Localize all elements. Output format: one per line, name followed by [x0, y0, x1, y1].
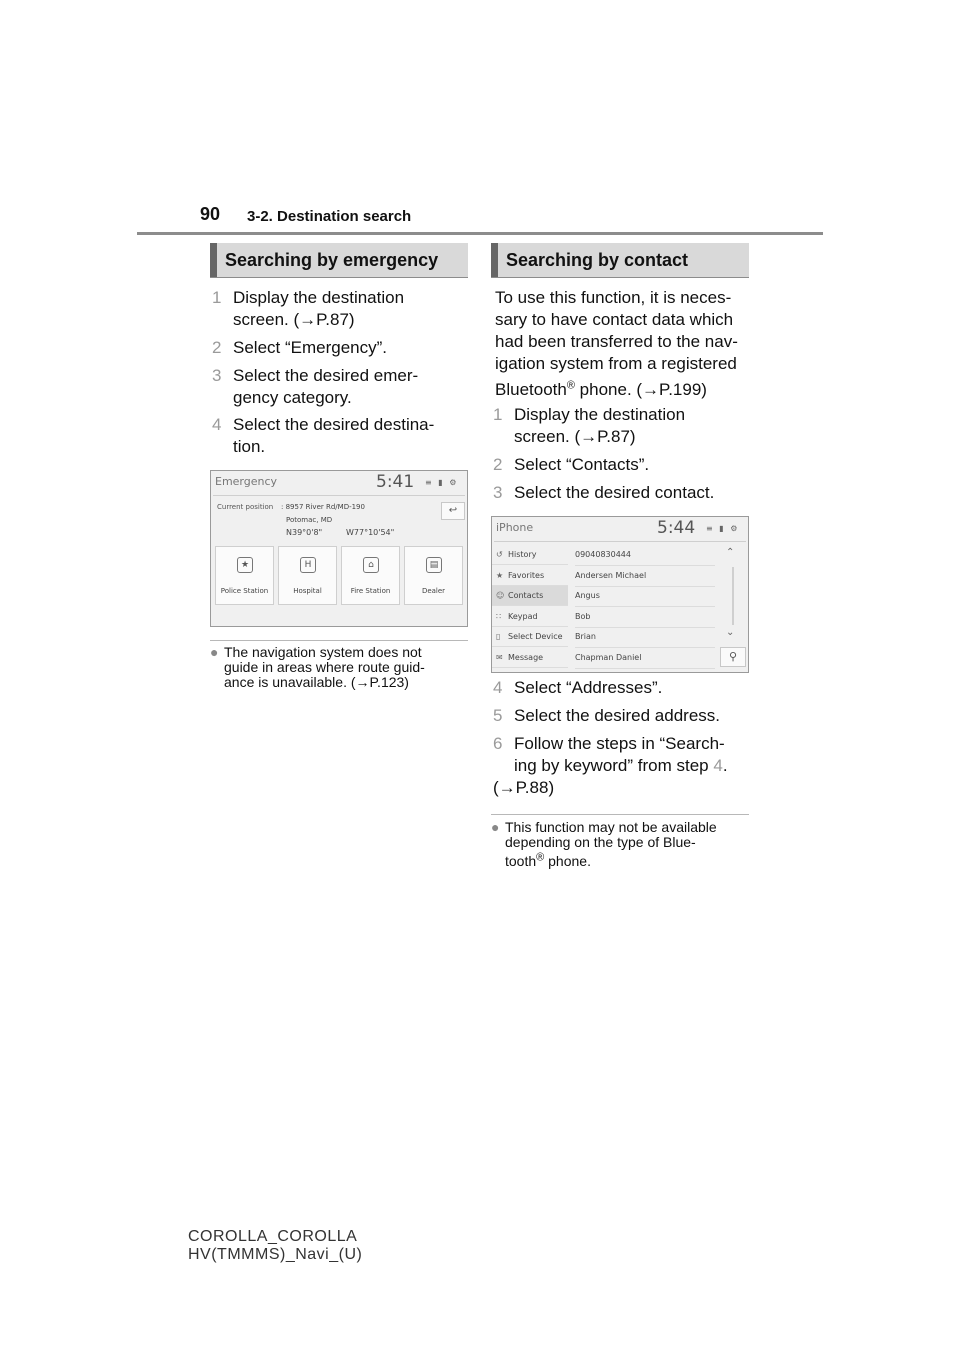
- footer-line: COROLLA_COROLLA: [188, 1228, 358, 1245]
- bullet-icon: ●: [210, 644, 219, 660]
- title-divider: [494, 541, 746, 542]
- section-heading-emergency: Searching by emergency: [210, 243, 468, 277]
- registered-mark: ®: [566, 379, 575, 392]
- contact-row[interactable]: Brian: [575, 627, 715, 648]
- step-item: [212, 287, 468, 331]
- step-item: [493, 705, 749, 727]
- step-item: [212, 365, 468, 409]
- step-number: 5: [493, 706, 503, 725]
- step-item: [493, 482, 749, 504]
- sidebar-item-contacts[interactable]: [492, 586, 568, 606]
- sidebar-item-keypad[interactable]: [492, 607, 568, 627]
- note-text: [505, 820, 717, 869]
- intro-line: [495, 379, 757, 401]
- step-item: [493, 404, 749, 448]
- sidebar-item-message[interactable]: [492, 648, 568, 668]
- note-line: [505, 851, 717, 869]
- step-text-line: tion.: [233, 437, 266, 456]
- note-line: depending on the type of Blue-: [505, 834, 696, 850]
- intro-paragraph: [495, 287, 757, 401]
- position-label: Current position: [217, 503, 274, 511]
- star-icon: ★: [496, 571, 504, 580]
- sidebar-item-label: Message: [508, 653, 544, 662]
- section-title: 3-2. Destination search: [247, 208, 412, 225]
- note: [210, 645, 468, 693]
- step-text: [233, 287, 404, 331]
- note-divider: [210, 640, 468, 641]
- note-line: guide in areas where route guid-: [224, 659, 425, 675]
- step-number: 1: [212, 288, 222, 307]
- category-dealer[interactable]: [404, 546, 463, 605]
- step-text-line: screen. (→P.87): [514, 427, 636, 446]
- address-line: Potomac, MD: [286, 516, 333, 524]
- contact-row[interactable]: Angus: [575, 586, 715, 607]
- step-reference: 4: [713, 756, 723, 775]
- contact-row[interactable]: Andersen Michael: [575, 566, 715, 587]
- intro-text: Bluetooth: [495, 380, 567, 399]
- category-label: Police Station: [220, 587, 269, 595]
- status-icons: ≡ ▮ ⚙: [425, 478, 459, 487]
- note-line: This function may not be available: [505, 819, 717, 835]
- header-divider: [137, 232, 823, 235]
- step-text: Select “Emergency”.: [233, 338, 387, 357]
- longitude: W77°10'54": [346, 528, 395, 537]
- step-item: [212, 414, 468, 458]
- message-icon: ✉: [496, 653, 503, 662]
- section-heading-contact: Searching by contact: [491, 243, 749, 277]
- contact-row[interactable]: Bob: [575, 607, 715, 628]
- step-number: 6: [493, 734, 503, 753]
- step-text: Select the desired address.: [514, 706, 721, 725]
- emergency-screen: [210, 470, 468, 627]
- step-number: 2: [212, 338, 222, 357]
- note-divider: [491, 814, 749, 815]
- step-text: [514, 733, 728, 777]
- step-text-part: .: [722, 756, 728, 775]
- footer-line: HV(TMMMS)_Navi_(U): [188, 1246, 363, 1263]
- police-station-icon: ★: [237, 557, 253, 573]
- step-item: [493, 454, 749, 476]
- clock: 5:41: [376, 472, 415, 492]
- registered-mark: ®: [536, 851, 545, 864]
- step-text: Select “Addresses”.: [514, 678, 663, 697]
- step-item: [212, 337, 468, 359]
- person-icon: ☺: [496, 591, 505, 600]
- heading-underline: [491, 277, 749, 278]
- intro-line: sary to have contact data which: [495, 310, 734, 329]
- note-line: ance is unavailable. (→P.123): [224, 674, 409, 690]
- sidebar-item-label: Keypad: [508, 612, 538, 621]
- address-line: : 8957 River Rd/MD-190: [281, 503, 365, 511]
- contact-row[interactable]: 09040830444: [575, 545, 715, 566]
- step-number: 3: [212, 366, 222, 385]
- sidebar-item-label: History: [508, 550, 537, 559]
- category-fire-station[interactable]: [341, 546, 400, 605]
- keypad-icon: ∷: [496, 612, 502, 621]
- footer-doc-id: [188, 1228, 362, 1264]
- screen-title: Emergency: [215, 475, 278, 488]
- note: [491, 820, 753, 876]
- step-text: [233, 365, 418, 409]
- step-number: 4: [493, 678, 503, 697]
- page-reference: (→P.88): [493, 778, 555, 797]
- heading-underline: [210, 277, 468, 278]
- category-police-station[interactable]: [215, 546, 274, 605]
- hospital-icon: H: [300, 557, 316, 573]
- sidebar-item-favorites[interactable]: [492, 566, 568, 586]
- bullet-icon: ●: [491, 819, 500, 835]
- step-number: 4: [212, 415, 222, 434]
- title-divider: [213, 495, 465, 496]
- step-number: 2: [493, 455, 503, 474]
- step-text-line: gency category.: [233, 388, 352, 407]
- scrollbar[interactable]: [732, 567, 734, 625]
- step-number: 1: [493, 405, 503, 424]
- category-hospital[interactable]: [278, 546, 337, 605]
- sidebar-item-label: Select Device: [508, 632, 563, 641]
- category-label: Dealer: [421, 587, 446, 595]
- step-text: Select the desired contact.: [514, 483, 715, 502]
- back-button[interactable]: [441, 502, 465, 520]
- step-text-line: Select the desired destina-: [233, 415, 435, 434]
- phone-icon: ▯: [496, 632, 501, 641]
- page-number: 90: [200, 204, 221, 224]
- fire-station-icon: ⌂: [363, 557, 379, 573]
- step-text-line: Display the destination: [233, 288, 405, 307]
- step-text: [514, 404, 685, 448]
- sidebar-item-history[interactable]: [492, 545, 568, 565]
- status-icons: ≡ ▮ ⚙: [706, 524, 740, 533]
- step-text-line: [514, 755, 728, 777]
- scroll-up-icon[interactable]: ⌃: [726, 547, 735, 558]
- note-line: The navigation system does not: [224, 644, 422, 660]
- intro-line: To use this function, it is neces-: [495, 288, 732, 307]
- step-number: 3: [493, 483, 503, 502]
- step-text: Select “Contacts”.: [514, 455, 650, 474]
- search-icon: ⚲: [728, 650, 738, 663]
- dealer-icon: ▤: [426, 557, 442, 573]
- note-text: [224, 645, 425, 690]
- sidebar-item-select-device[interactable]: [492, 627, 568, 647]
- screen-title: iPhone: [496, 521, 534, 534]
- step-text-line: screen. (→P.87): [233, 310, 355, 329]
- category-label: Fire Station: [350, 587, 391, 595]
- note-text-part: phone.: [544, 853, 591, 869]
- category-label: Hospital: [293, 587, 322, 595]
- step-item: [493, 677, 749, 699]
- sidebar-item-label: Favorites: [508, 571, 545, 580]
- step-text-line: Display the destination: [514, 405, 686, 424]
- scroll-down-icon[interactable]: ⌄: [726, 627, 735, 638]
- search-button[interactable]: [720, 647, 746, 667]
- note-text-part: tooth: [505, 853, 537, 869]
- clock: 5:44: [657, 518, 696, 538]
- history-icon: ↺: [496, 550, 503, 559]
- contacts-screen: [491, 516, 749, 673]
- step-text-part: ing by keyword” from step: [514, 756, 714, 775]
- intro-line: igation system from a registered: [495, 354, 737, 373]
- contact-row[interactable]: Chapman Daniel: [575, 648, 715, 669]
- step-text: [233, 414, 434, 458]
- sidebar-item-label: Contacts: [508, 591, 544, 600]
- latitude: N39°0'8": [286, 528, 323, 537]
- intro-text: phone. (→P.199): [574, 380, 707, 399]
- step-text-line: Select the desired emer-: [233, 366, 419, 385]
- step-text-line: Follow the steps in “Search-: [514, 734, 725, 753]
- intro-line: had been transferred to the nav-: [495, 332, 738, 351]
- back-icon: ↩: [448, 505, 458, 516]
